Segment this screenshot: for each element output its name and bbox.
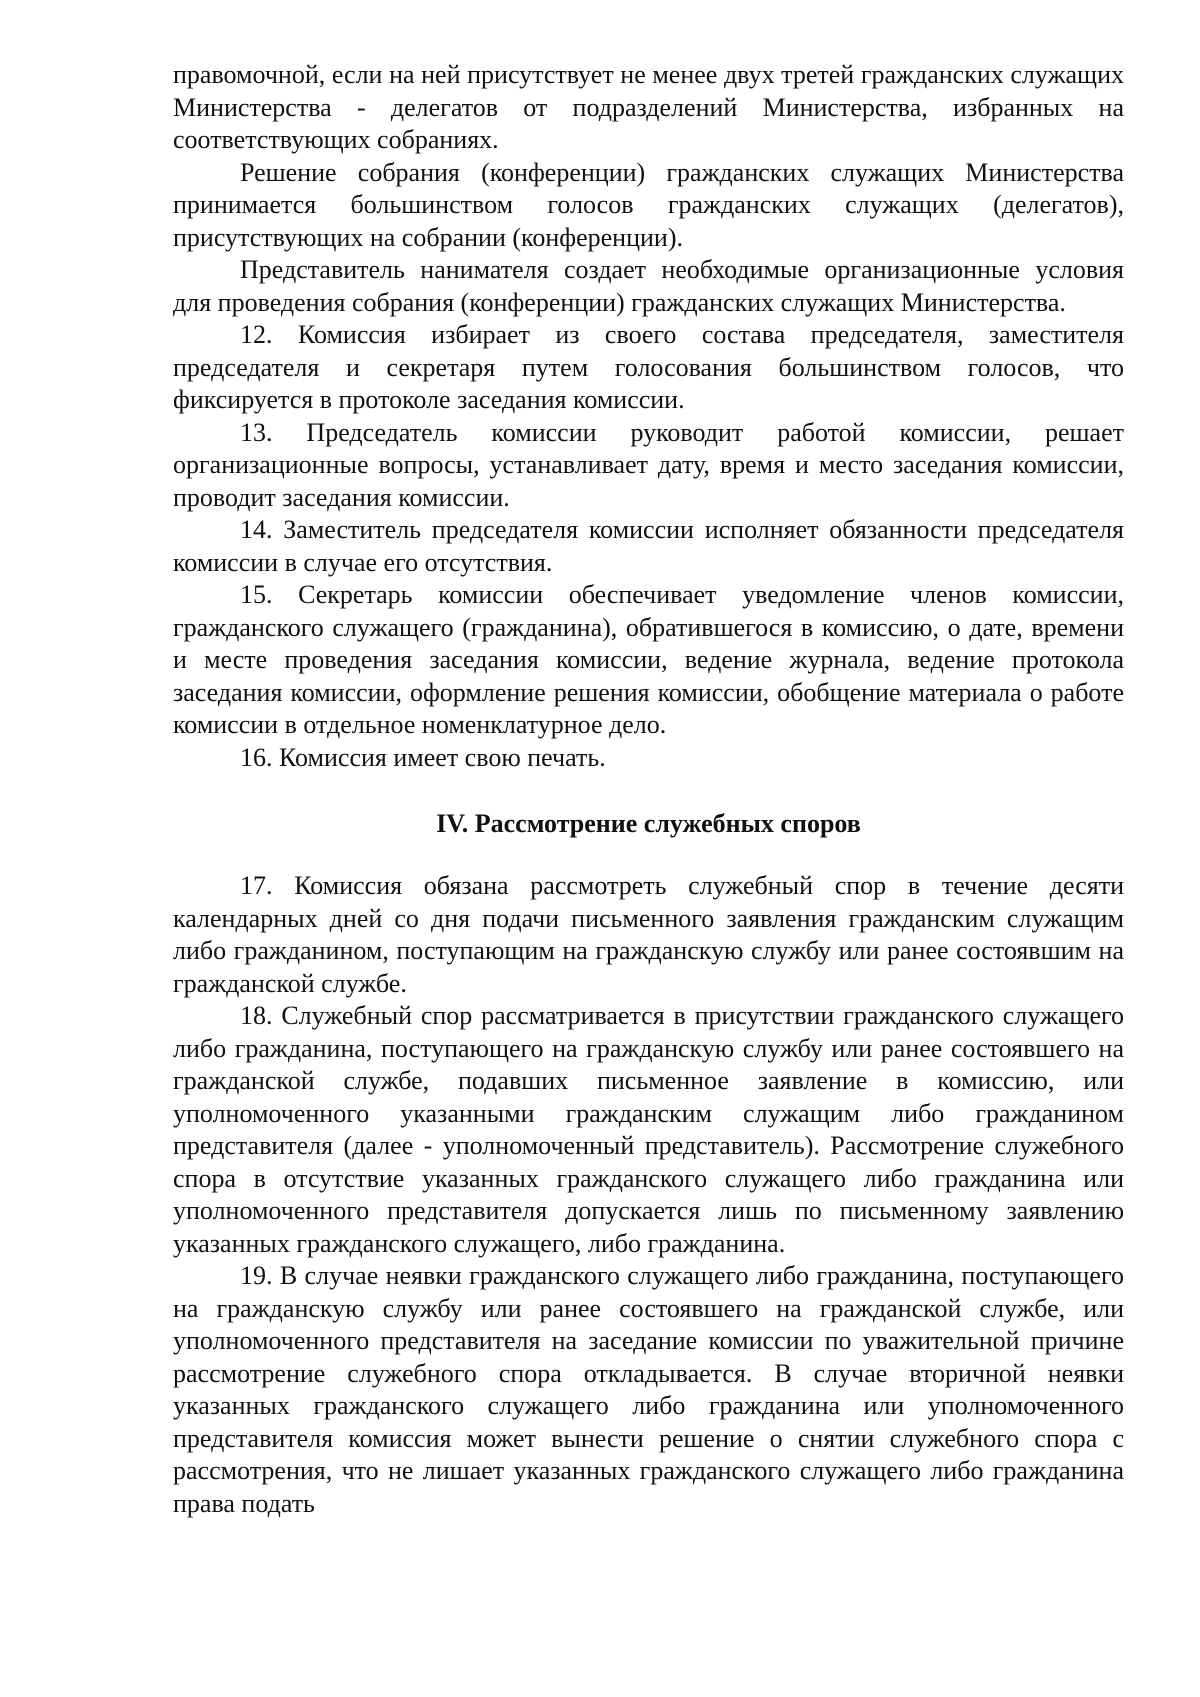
paragraph-employer-conditions: Представитель нанимателя создает необходимые организационные условия для проведения собрания (конференции) гражданских служащих Министерства.: [173, 255, 1124, 317]
document-body: [173, 59, 1124, 1520]
paragraph-17: 17. Комиссия обязана рассмотреть служебный спор в течение десяти календарных дней со дня подачи письменного заявления гражданским служащим либо гражданином, поступающим на гражданскую службу или ранее состоявшим на гражданской службе.: [173, 871, 1124, 998]
paragraph-16: 16. Комиссия имеет свою печать.: [240, 742, 606, 772]
paragraph-18: 18. Служебный спор рассматривается в присутствии гражданского служащего либо гражданина, поступающего на гражданскую службу или ранее состоявшего на гражданской службе, подавших письменное заявление в комиссию, или уполномоченного указанными гражданским служащим либо гражданином представителя (далее - уполномоченный представитель). Рассмотрение служебного спора в отсутствие указанных гражданского служащего либо гражданина или уполномоченного представителя допускается лишь по письменному заявлению указанных гражданского служащего, либо гражданина.: [173, 1001, 1124, 1258]
paragraph-15: 15. Секретарь комиссии обеспечивает уведомление членов комиссии, гражданского служащего (гражданина), обратившегося в комиссию, о дате, времени и месте проведения заседания комиссии, ведение журнала, ведение протокола заседания комиссии, оформление решения комиссии, обобщение материала о работе комиссии в отдельное номенклатурное дело.: [173, 580, 1124, 739]
section-heading: IV. Рассмотрение служебных споров: [436, 809, 861, 838]
paragraph-meeting-decision: Решение собрания (конференции) гражданских служащих Министерства принимается большинством голосов гражданских служащих (делегатов), присутствующих на собрании (конференции).: [173, 157, 1124, 252]
paragraph-13: 13. Председатель комиссии руководит работой комиссии, решает организационные вопросы, устанавливает дату, время и место заседания комиссии, проводит заседания комиссии.: [173, 417, 1124, 512]
paragraph-19: 19. В случае неявки гражданского служащего либо гражданина, поступающего на гражданскую службу или ранее состоявшего на гражданской службе, или уполномоченного представителя на заседание комиссии по уважительной причине рассмотрение служебного спора откладывается. В случае вторичной неявки указанных гражданского служащего либо гражданина или уполномоченного представителя комиссия может вынести решение о снятии служебного спора с рассмотрения, что не лишает указанных гражданского служащего либо гражданина права подать: [173, 1261, 1124, 1518]
paragraph-14: 14. Заместитель председателя комиссии исполняет обязанности председателя комиссии в случае его отсутствия.: [173, 515, 1124, 577]
paragraph-continuation: правомочной, если на ней присутствует не менее двух третей гражданских служащих Министерства - делегатов от подразделений Министерства, избранных на соответствующих собраниях.: [173, 60, 1124, 154]
paragraph-12: 12. Комиссия избирает из своего состава председателя, заместителя председателя и секретаря путем голосования большинством голосов, что фиксируется в протоколе заседания комиссии.: [173, 320, 1124, 414]
